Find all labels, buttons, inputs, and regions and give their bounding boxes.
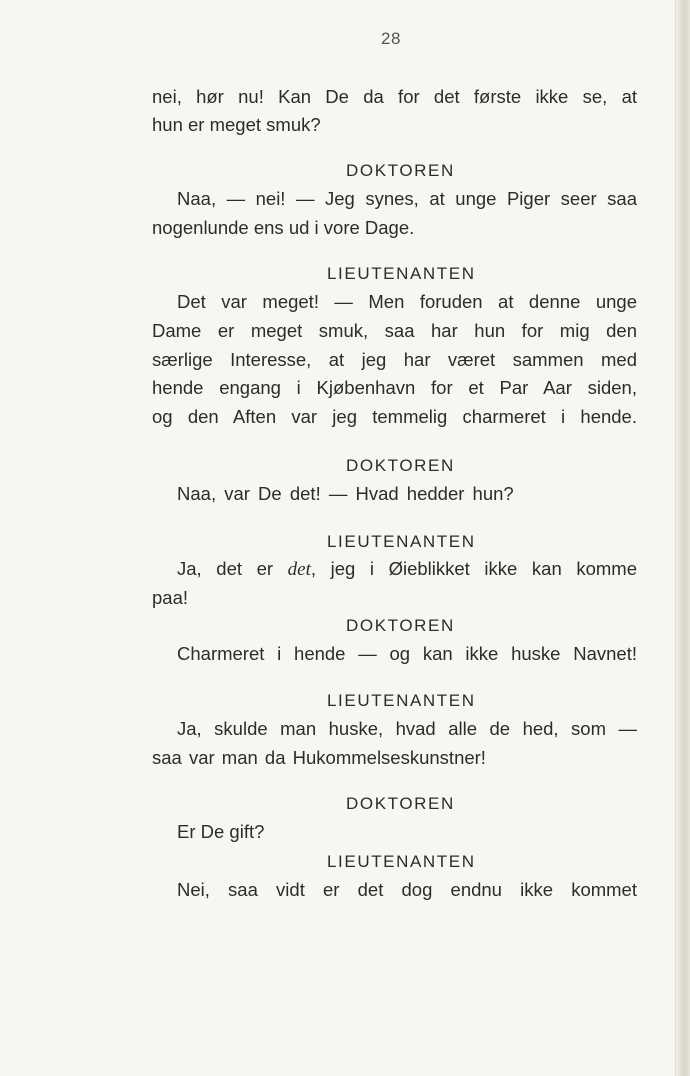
text-line: og den Aften var jeg temmelig charmeret i hende. [152, 406, 637, 427]
text-segment: , jeg i Øieblikket ikke kan komme [310, 558, 637, 579]
page-number: 28 [381, 29, 401, 48]
text-line: Naa, — nei! — Jeg synes, at unge Piger seer saa [177, 188, 637, 209]
text-line: paa! [152, 587, 189, 608]
text-line: Charmeret i hende — og kan ikke huske Navnet! [177, 643, 637, 664]
text-line: Dame er meget smuk, saa har hun for mig den [152, 320, 637, 341]
text-line: hun er meget smuk? [152, 114, 321, 135]
text-line: Nei, saa vidt er det dog endnu ikke kommet [177, 879, 637, 900]
italic-word: det [287, 559, 311, 580]
text-line [177, 557, 637, 582]
text-line: Det var meget! — Men foruden at denne unge [177, 291, 637, 312]
speaker-heading: LIEUTENANTEN [327, 264, 476, 283]
text-line: nei, hør nu! Kan De da for det første ikke se, at [152, 86, 637, 107]
speaker-heading: LIEUTENANTEN [327, 532, 476, 551]
text-segment: Ja, det er [177, 558, 288, 579]
text-line: Ja, skulde man huske, hvad alle de hed, som — [177, 718, 637, 739]
text-line: hende engang i Kjøbenhavn for et Par Aar siden, [152, 377, 637, 398]
speaker-heading: LIEUTENANTEN [327, 691, 476, 710]
page-edge [675, 0, 690, 1076]
text-line: nogenlunde ens ud i vore Dage. [152, 217, 415, 238]
speaker-heading: LIEUTENANTEN [327, 852, 476, 871]
text-line: Er De gift? [177, 821, 265, 842]
speaker-heading: DOKTOREN [346, 616, 455, 635]
text-line: særlige Interesse, at jeg har været sammen med [152, 349, 637, 370]
text-line: Naa, var De det! — Hvad hedder hun? [177, 483, 514, 504]
speaker-heading: DOKTOREN [346, 456, 455, 475]
speaker-heading: DOKTOREN [346, 161, 455, 180]
speaker-heading: DOKTOREN [346, 794, 455, 813]
text-line: saa var man da Hukommelseskunstner! [152, 747, 486, 768]
